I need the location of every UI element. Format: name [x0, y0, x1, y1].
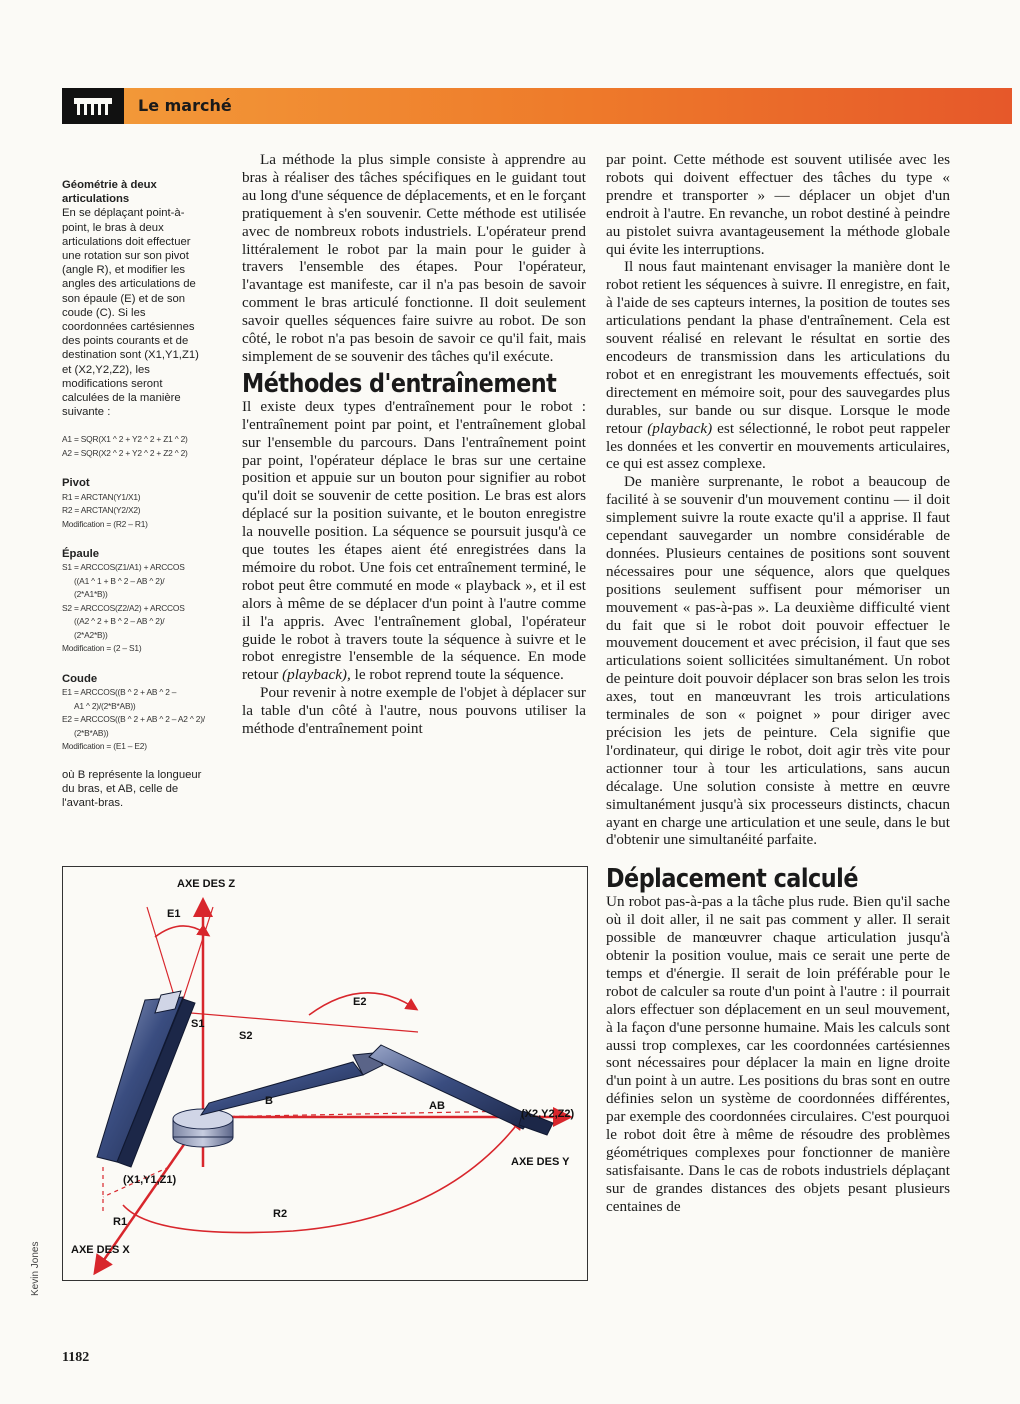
paragraph: Un robot pas-à-pas a la tâche plus rude. Bien qu'il sache où il doit aller, il ne sait pas comment y aller. Il serait possible de manœuvrer chaque articulation jusqu'à obtenir la position voulue, mais ce serait une perte de temps et d'énergie. Il serait de loin préférable pour le robot de calculer sa route d'un point à l'autre : il pourrait alors effectuer son déplacement en un seul mouvement, à la façon d'une personne humaine. Mais les calculs sont aussi trop complexes, car les coordonnées cartésiennes sont nécessaires pour déplacer la main en ligne droite d'un point à un autre. Les positions du bras sont en outre définies selon un système de coordonnées différentes, par exemple des coordonnées circulaires. C'est pourquoi le robot doit être à même de résoudre des problèmes géométriques complexes pour fonctionner de manière satisfaisante. Dans le cas de robots industriels déplaçant sur de grandes distances des objets pesant plusieurs centaines de	[606, 893, 950, 1215]
paragraph: par point. Cette méthode est souvent utilisée avec les robots qui doivent effectuer des tâches du type « prendre et transporter » — déplacer un objet d'un endroit à l'autre. En revanche, un robot destiné à peindre au pistolet suivra avantageusement la méthode globale qui évite les interruptions.	[606, 151, 950, 258]
formula-line: (2*A1*B))	[74, 589, 108, 600]
section-logo	[62, 88, 124, 124]
article-column-2	[606, 151, 950, 1216]
page-number: 1182	[62, 1350, 90, 1365]
formula-line: R1 = ARCTAN(Y1/X1)	[62, 491, 141, 502]
axis-y-label: AXE DES Y	[511, 1156, 570, 1168]
formula-line: ((A1 ^ 1 + B ^ 2 – AB ^ 2)/	[74, 575, 165, 586]
formula-line: ((A2 ^ 2 + B ^ 2 – AB ^ 2)/	[74, 616, 165, 627]
formula-block-coude	[62, 686, 206, 754]
robot-arm-illustration	[63, 867, 587, 1280]
angle-e1-label: E1	[167, 908, 181, 920]
image-credit: Kevin Jones	[30, 1241, 41, 1296]
formula-line: E1 = ARCCOS((B ^ 2 + AB ^ 2 –	[62, 687, 177, 698]
robot-hand-icon	[68, 94, 118, 118]
section-heading-deplacement: Déplacement calculé	[606, 864, 858, 895]
angle-r2-label: R2	[273, 1208, 288, 1220]
sidebar-caption	[62, 178, 206, 810]
angle-e2-label: E2	[353, 996, 367, 1008]
pivot-heading: Pivot	[62, 477, 90, 490]
formula-line: Modification = (R2 – R1)	[62, 518, 148, 529]
point-2-label: (X2,Y2,Z2)	[521, 1108, 575, 1120]
paragraph: Il existe deux types d'entraînement pour le robot : l'entraînement point par point, et l'entraînement global sur l'ensemble du parcours. Dans l'entraînement point par point, l'opérateur déplace le bras sur une certaine position et appuie sur un bouton pour signifier au robot qu'il doit se souvenir de cette position. Le bras est alors déplacé sur la position suivante, et le bouton enregistre la nouvelle position. La séquence se poursuit jusqu'à ce que toutes les étapes aient été enregistrées dans la mémoire du robot. Une fois cet entraînement terminé, le robot peut être commuté en mode « playback », et il est alors à même de se déplacer d'un point à l'autre comme il l'a appris. Avec l'entraînement global, l'opérateur guide le robot à travers toute la séquence à suivre et le robot enregistre l'ensemble de la séquence. En mode retour (playback), le robot reprend toute la séquence.	[242, 397, 586, 684]
article-column-1	[242, 151, 586, 738]
formula-block-epaule	[62, 561, 206, 656]
formula-line: A1 = SQR(X1 ^ 2 + Y2 ^ 2 + Z1 ^ 2)	[62, 434, 188, 445]
paragraph: De manière surprenante, le robot a beaucoup de facilité à se souvenir d'un mouvement continu — il doit simplement suivre la route exacte qu'il a apprise. Il faut cependant sauvegarder un nombre considérable de données. Plusieurs centaines de positions sont souvent nécessaires pour une séquence, alors que quelques positions seulement suffisent pour mémoriser un mouvement « pas-à-pas ». La deuxième difficulté vient du fait que si le robot doit pouvoir effectuer le mouvement doucement et avec précision, il faut que ses articulations soient sollicitées simultanément. Un robot de peinture doit pouvoir déplacer son bras selon les trois axes, tout en manœuvrant les trois articulations terminales de son « poignet » pour diriger avec précision les jets de peinture. Cela signifie que l'ordinateur, qui dirige le robot, doit agir très vite pour actionner tour à tour les articulations, sans aucun décalage. Une solution consiste à mettre en œuvre simultanément jusqu'à six processeurs distincts, chacun ayant en charge une articulation et une seule, dans le but d'obtenir une simultanéité parfaite.	[606, 473, 950, 849]
formula-line: S1 = ARCCOS(Z1/A1) + ARCCOS	[62, 562, 185, 573]
paragraph: La méthode la plus simple consiste à apprendre au bras à réaliser des tâches spécifiques en le guidant tout au long d'une séquence de déplacements, et en le forçant pratiquement à s'en souvenir. Cette méthode est utilisée avec de nombreux robots industriels. L'opérateur prend littéralement le robot par la main pour le guider à travers l'ensemble des étapes. Pour l'opérateur, l'avantage est manifeste, car il n'a pas besoin de savoir comment le bras articulé fonctionne. Il doit seulement savoir quelles séquences faire suivre au robot. De son côté, le robot n'a pas besoin de savoir ce qu'il fait, mais simplement de se souvenir des tâches qu'il exécute.	[242, 151, 586, 365]
segment-b-label: B	[265, 1095, 273, 1107]
formula-line: A2 = SQR(X2 ^ 2 + Y2 ^ 2 + Z2 ^ 2)	[62, 447, 188, 458]
angle-s2-label: S2	[239, 1030, 253, 1042]
formula-line: (2*A2*B))	[74, 629, 108, 640]
sidebar-intro: En se déplaçant point-à-point, le bras à deux articulations doit effectuer une rotation sur son pivot (angle R), et modifier les angles des articulations de son épaule (E) et de son coude (C). Si les coordonnées cartésiennes des points courants et de destination sont (X1,Y1,Z1) et (X2,Y2,Z2), les modifications seront calculées de la manière suivante :	[62, 207, 199, 419]
axis-z-label: AXE DES Z	[177, 878, 236, 890]
formula-line: Modification = (E1 – E2)	[62, 741, 147, 752]
formula-line: S2 = ARCCOS(Z2/A2) + ARCCOS	[62, 602, 185, 613]
section-heading-methodes: Méthodes d'entraînement	[242, 368, 557, 399]
axis-x-label: AXE DES X	[71, 1244, 130, 1256]
sidebar-outro: où B représente la longueur du bras, et AB, celle de l'avant-bras.	[62, 768, 202, 809]
coude-heading: Coude	[62, 672, 98, 685]
formula-line: (2*B*AB))	[74, 727, 109, 738]
paragraph: Il nous faut maintenant envisager la manière dont le robot retient les séquences à suivre. Il enregistre, en fait, à l'aide de ses capteurs internes, la position de toutes ses articulations pendant la phase d'entraînement. Cela est souvent réalisé en relevant le résultat en sortie des encodeurs de transmission dans les articulations du robot et en enregistrant les mouvements effectués, soit directement en mémoire soit, pour des sauvegardes plus durables, sur bande ou sur disque. Lorsque le mode retour (playback) est sélectionné, le robot peut rappeler les données et les convertir en mouvements articulaires, ce qui est assez complexe.	[606, 258, 950, 473]
epaule-heading: Épaule	[62, 548, 100, 561]
point-1-label: (X1,Y1,Z1)	[123, 1174, 177, 1186]
formula-line: Modification = (2 – S1)	[62, 643, 142, 654]
formula-line: R2 = ARCTAN(Y2/X2)	[62, 505, 141, 516]
formula-block-a	[62, 433, 206, 460]
angle-s1-label: S1	[191, 1018, 205, 1030]
formula-block-pivot	[62, 491, 206, 532]
angle-r1-label: R1	[113, 1216, 128, 1228]
formula-line: A1 ^ 2)/(2*B*AB))	[74, 700, 136, 711]
paragraph: Pour revenir à notre exemple de l'objet à déplacer sur la table d'un côté à l'autre, nous pouvons utiliser la méthode d'entraînement point	[242, 684, 586, 738]
robot-arm-diagram	[62, 866, 588, 1281]
section-title: Le marché	[138, 96, 232, 115]
sidebar-title: Géométrie à deux articulations	[62, 179, 157, 206]
formula-line: E2 = ARCCOS((B ^ 2 + AB ^ 2 – A2 ^ 2)/	[62, 714, 205, 725]
segment-ab-label: AB	[429, 1100, 445, 1112]
